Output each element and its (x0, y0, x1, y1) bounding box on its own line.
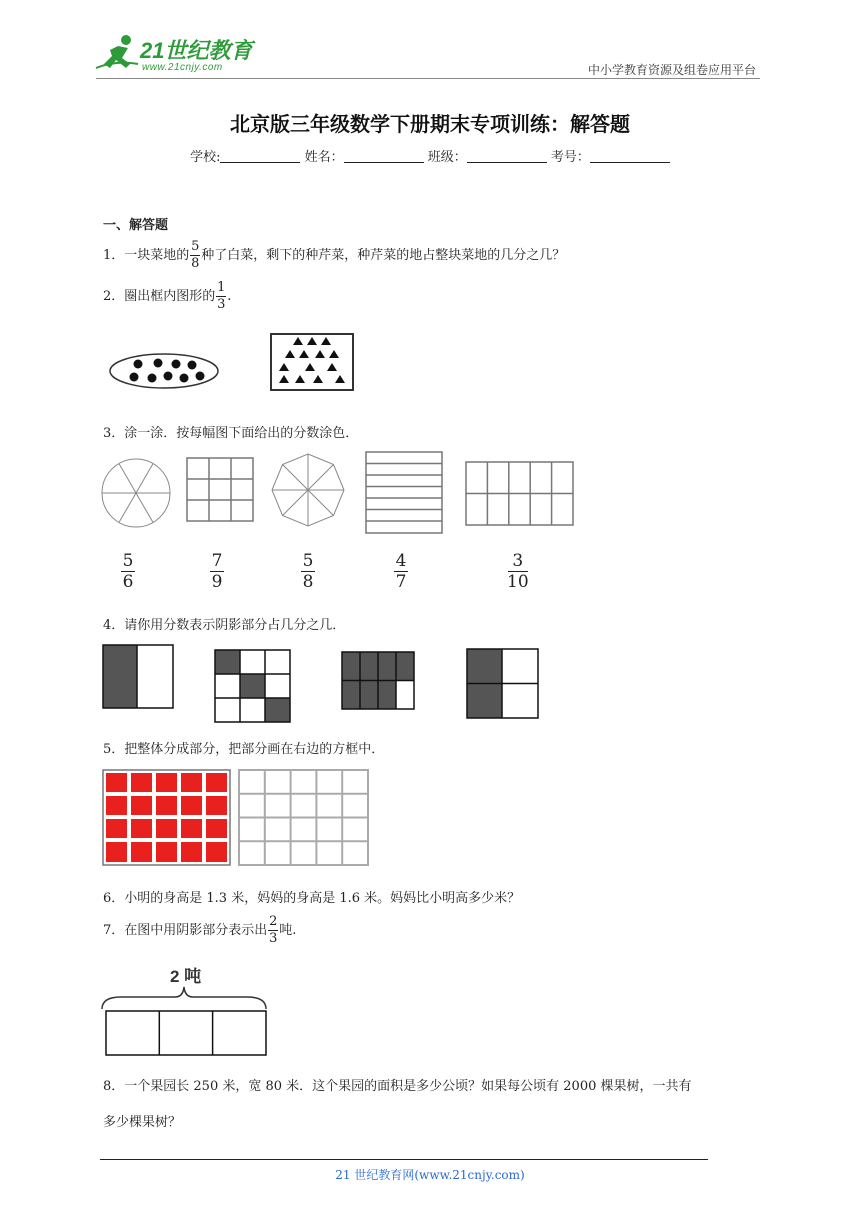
q1-text-pre: 1．一块菜地的 (103, 248, 190, 263)
q2-triangles-figure[interactable] (270, 333, 354, 391)
footer-link[interactable]: 21 世纪教育网(www.21cnjy.com) (335, 1168, 525, 1182)
question-1 (103, 240, 565, 271)
question-7 (103, 915, 296, 946)
q3-fraction-2 (209, 552, 225, 591)
header-slogan: 中小学教育资源及组卷应用平台 (587, 63, 756, 77)
question-4: 4．请你用分数表示阴影部分占几分之几． (103, 618, 346, 633)
curly-brace-icon (102, 987, 266, 1009)
q3-circle-six-parts[interactable] (100, 457, 172, 529)
q2-numerator: 1 (217, 280, 226, 295)
question-5: 5．把整体分成部分，把部分画在右边的方框中． (103, 742, 385, 757)
question-2 (103, 281, 231, 312)
q1-numerator: 5 (191, 239, 200, 254)
name-blank[interactable] (344, 151, 424, 163)
q5-red-grid-figure (102, 769, 232, 867)
q4-figure-grid-nine (214, 649, 292, 723)
q7-denominator: 3 (269, 931, 278, 946)
q3-frac4-den: 7 (395, 572, 407, 592)
exam-no-label: 考号： (550, 150, 590, 165)
q1-denominator: 8 (191, 256, 200, 271)
logo-url: www.21cnjy.com (142, 62, 223, 73)
school-label: 学校: (190, 150, 221, 165)
site-logo (96, 34, 266, 78)
q1-fraction (190, 240, 200, 271)
q2-text-post: . (227, 289, 232, 304)
footer-divider (100, 1159, 708, 1160)
q3-octagon-eight-parts[interactable] (270, 452, 346, 528)
q7-text-post: 吨. (279, 923, 297, 938)
q3-strips-seven-parts[interactable] (364, 450, 444, 536)
q3-frac5-num: 3 (512, 551, 524, 571)
q3-fraction-3 (300, 552, 316, 591)
q2-fraction (216, 281, 226, 312)
q4-figure-half (102, 644, 174, 710)
q7-brace-label: 2 吨 (170, 967, 202, 986)
student-info-line (0, 146, 860, 165)
q2-ellipse-dots-figure[interactable] (108, 350, 228, 392)
q7-text-pre: 7．在图中用阴影部分表示出 (103, 923, 268, 938)
q2-text-pre: 2．圈出框内图形的 (103, 289, 216, 304)
q3-frac3-den: 8 (302, 572, 314, 592)
q3-frac1-den: 6 (122, 572, 134, 592)
q7-fraction (268, 915, 278, 946)
q3-grid-nine-parts[interactable] (186, 457, 256, 523)
school-blank[interactable] (220, 151, 300, 163)
runner-logo-icon (96, 34, 140, 74)
page-title: 北京版三年级数学下册期末专项训练：解答题 (230, 112, 630, 136)
q1-text-post: 种了白菜，剩下的种芹菜，种芹菜的地占整块菜地的几分之几？ (201, 248, 566, 263)
q5-empty-grid-box[interactable] (238, 769, 370, 867)
q3-frac3-num: 5 (302, 551, 314, 571)
name-label: 姓名： (304, 150, 344, 165)
question-8-line2: 多少棵果树？ (103, 1115, 182, 1130)
logo-text: 21世纪教育 (140, 38, 253, 63)
q3-frac5-den: 10 (507, 572, 529, 592)
exam-no-blank[interactable] (590, 151, 670, 163)
q3-fraction-4 (393, 552, 409, 591)
question-6: 6．小明的身高是 1.3 米，妈妈的身高是 1.6 米。妈妈比小明高多少米？ (103, 891, 521, 906)
q3-frac4-num: 4 (395, 551, 407, 571)
question-3: 3．涂一涂．按每幅图下面给出的分数涂色． (103, 426, 359, 441)
question-8-line1: 8．一个果园长 250 米，宽 80 米．这个果园的面积是多少公顷？如果每公顷有 2000 棵果树，一共有 (103, 1079, 692, 1094)
q7-brace-and-bar[interactable] (101, 985, 269, 1059)
q3-fraction-5 (506, 552, 530, 591)
q4-figure-four-parts (466, 648, 540, 720)
q3-frac1-num: 5 (122, 551, 134, 571)
q3-grid-ten-parts[interactable] (465, 461, 575, 527)
class-label: 班级： (427, 150, 467, 165)
header-divider (96, 78, 760, 79)
q3-fraction-1 (120, 552, 136, 591)
q4-figure-eight-parts (341, 651, 417, 711)
class-blank[interactable] (467, 151, 547, 163)
q2-denominator: 3 (217, 297, 226, 312)
q7-numerator: 2 (269, 914, 278, 929)
q3-frac2-den: 9 (211, 572, 223, 592)
q3-frac2-num: 7 (211, 551, 223, 571)
section-heading: 一、解答题 (103, 218, 169, 233)
